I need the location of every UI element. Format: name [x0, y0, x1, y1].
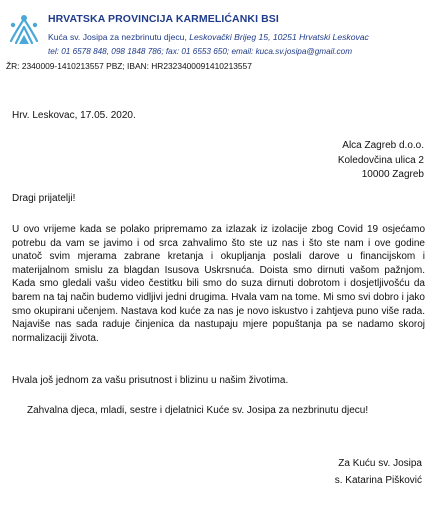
signature-for: Za Kuću sv. Josipa [338, 458, 422, 469]
letter-body-paragraph: U ovo vrijeme kada se polako pripremamo za izlazak iz izolacije zbog Covid 19 osjećamo potrebu da vam se javimo i od srca zahvalimo što ste uz nas i što ste nam i ove godine unatoč svim mjerama zabrane kretanja i okupljanja poslali darove u financijskom i materijalnom smislu za blagdan Isusova Uskrsnuća. Doista smo dirnuti vašom pažnjom. Kada smo gledali vašu video čestitku bili smo do suza dirnuti dobrotom i dosjetljivošću da barem na taj način budemo vidljivi jedni drugima. Hvala vam na tome. Mi smo svi dobro i jako smo okupirani učenjem. Nastava kod kuće za nas je novo iskustvo i zahtjeva puno više rada. Najaviše nas sada raduje činjenica da nastupaju mjere popuštanja pa se nadamo skoroj normalizaciji života. [12, 224, 425, 344]
bank-info: ŽR: 2340009-1410213557 PBZ; IBAN: HR2323400091410213557 [6, 61, 252, 71]
closing-line: Zahvalna djeca, mladi, sestre i djelatnici Kuće sv. Josipa za nezbrinutu djecu! [27, 405, 369, 416]
thanks-line: Hvala još jednom za vašu prisutnost i blizinu u našim životima. [12, 375, 289, 386]
contact-info: tel: 01 6578 848, 098 1848 786; fax: 01 6553 650; email: kuca.sv.josipa@gmail.com [48, 47, 353, 56]
organization-address [48, 32, 369, 42]
address-street: Leskovački Brijeg 15, 10251 Hrvatski Leskovac [189, 32, 369, 42]
organization-name: HRVATSKA PROVINCIJA KARMELIĆANKI BSI [48, 13, 279, 25]
address-institution: Kuća sv. Josipa za nezbrinutu djecu, [48, 32, 187, 42]
signature-block [335, 455, 422, 489]
recipient-city: 10000 Zagreb [361, 169, 424, 180]
karmel-logo-icon [5, 13, 43, 47]
place-date: Hrv. Leskovac, 17.05. 2020. [12, 110, 136, 121]
recipient-block [338, 139, 424, 183]
recipient-street: Koledovčina ulica 2 [337, 154, 424, 166]
greeting: Dragi prijatelji! [12, 193, 76, 204]
letterhead [2, 3, 439, 73]
signature-name: s. Katarina Pišković [334, 475, 422, 486]
recipient-name: Alca Zagreb d.o.o. [342, 140, 424, 151]
